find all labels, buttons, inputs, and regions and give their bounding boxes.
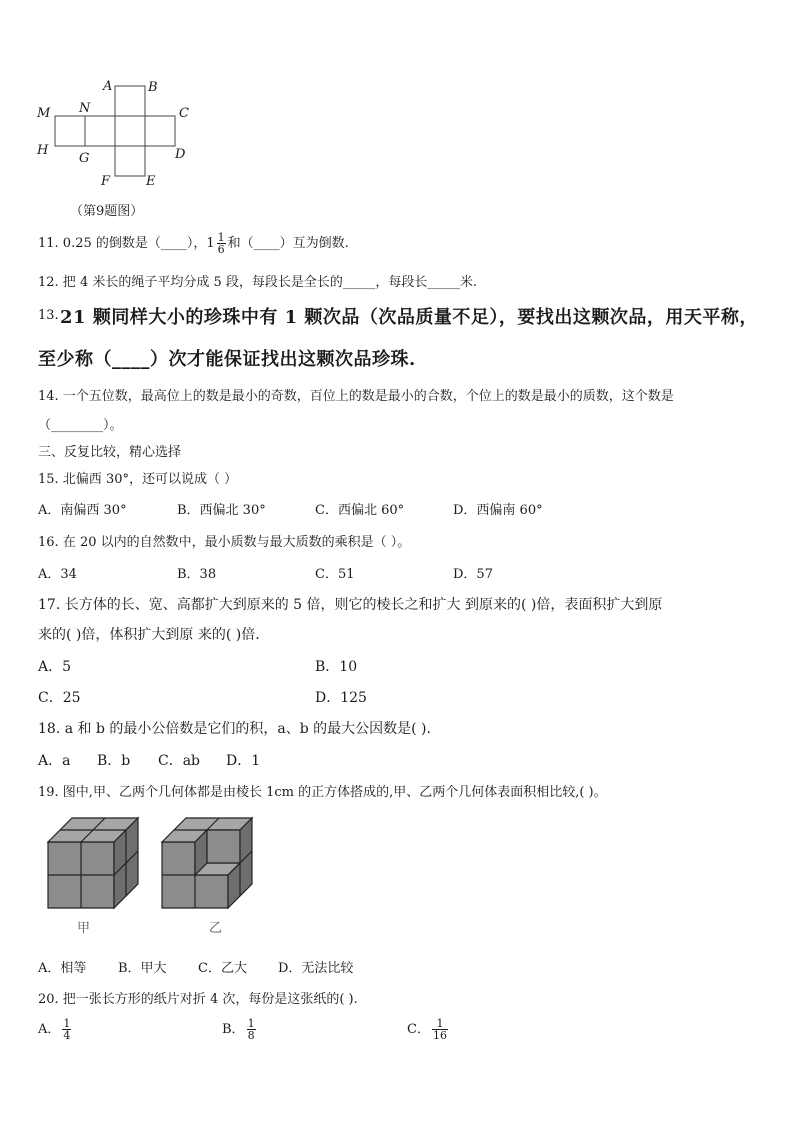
q20-option-c-letter: C． (407, 1022, 430, 1037)
label-f: F (101, 174, 111, 189)
q20-option-b[interactable] (222, 1018, 258, 1041)
q11-suffix: 和（____）互为倒数. (227, 236, 349, 251)
label-g: G (79, 151, 90, 166)
q13-line-2: 至少称（____）次才能保证找出这颗次品珍珠. (38, 349, 416, 370)
q13-line-1: 21 颗同样大小的珍珠中有 1 颗次品（次品质量不足），要找出这颗次品，用天平称， (60, 307, 758, 328)
solid-yi-figure (156, 812, 266, 912)
q20-option-b-fraction (247, 1018, 256, 1041)
q11-frac-num: 1 (217, 231, 225, 244)
question-11 (38, 232, 349, 255)
q20-a-den: 4 (63, 1029, 71, 1042)
label-yi: 乙 (209, 921, 223, 936)
q17-option-b[interactable]: B．10 (315, 659, 358, 675)
q20-option-a-fraction (62, 1018, 71, 1041)
q13-number: 13. (38, 308, 59, 323)
q17-line-2: 来的( )倍，体积扩大到原 来的( )倍. (38, 627, 260, 643)
label-n: N (79, 101, 91, 116)
q17-option-a[interactable]: A．5 (38, 659, 72, 675)
q20-c-den: 16 (432, 1029, 447, 1042)
q17-option-c[interactable]: C．25 (38, 690, 81, 706)
q19-option-b[interactable]: B．甲大 (118, 961, 167, 976)
q17-line-1: 17. 长方体的长、宽、高都扩大到原来的 5 倍，则它的棱长之和扩大 到原来的( )倍，表面积扩大到原 (38, 597, 663, 613)
q19-option-d[interactable]: D．无法比较 (278, 961, 354, 976)
q14-line-2: （________）。 (38, 418, 123, 433)
q20-option-c-fraction (432, 1018, 448, 1041)
q18-option-b[interactable]: B．b (97, 753, 131, 769)
q20-c-num: 1 (432, 1018, 448, 1030)
q20-option-a-letter: A． (38, 1022, 61, 1037)
q20-option-c[interactable] (407, 1018, 450, 1041)
q20-option-b-letter: B． (222, 1022, 245, 1037)
q11-prefix: 11. 0.25 的倒数是（____），1 (38, 236, 215, 251)
q20-b-den: 8 (247, 1029, 255, 1042)
solid-jia-figure (42, 812, 152, 912)
q18-option-d[interactable]: D．1 (226, 753, 261, 769)
q20-option-a[interactable] (38, 1018, 73, 1041)
label-c: C (179, 106, 189, 121)
q11-frac-den: 6 (217, 243, 225, 256)
q15-text: 15. 北偏西 30°，还可以说成（ ） (38, 472, 238, 487)
label-b: B (148, 80, 158, 95)
q17-option-d[interactable]: D．125 (315, 690, 367, 706)
label-e: E (146, 174, 156, 189)
q11-fraction (217, 232, 226, 255)
figure-9-caption: （第9题图） (70, 204, 144, 219)
q19-option-a[interactable]: A．相等 (38, 961, 87, 976)
label-h: H (37, 143, 49, 158)
q16-option-d[interactable]: D．57 (453, 567, 493, 582)
q18-option-a[interactable]: A．a (38, 753, 71, 769)
label-d: D (175, 147, 186, 162)
q20-a-num: 1 (63, 1017, 71, 1030)
q15-option-d[interactable]: D．西偏南 60° (453, 503, 543, 518)
q20-text: 20. 把一张长方形的纸片对折 4 次，每份是这张纸的( ). (38, 992, 358, 1007)
q18-text: 18. a 和 b 的最小公倍数是它们的积，a、b 的最大公因数是( ). (38, 721, 431, 737)
section-3-title: 三、反复比较，精心选择 (38, 445, 182, 460)
label-jia: 甲 (77, 921, 91, 936)
net-diagram (40, 80, 200, 190)
label-a: A (103, 79, 113, 94)
q15-option-c[interactable]: C．西偏北 60° (315, 503, 405, 518)
q16-option-b[interactable]: B．38 (177, 567, 217, 582)
q14-line-1: 14. 一个五位数，最高位上的数是最小的奇数，百位上的数是最小的合数，个位上的数是最小的质数，这个数是 (38, 389, 674, 404)
q19-text: 19. 图中,甲、乙两个几何体都是由棱长 1cm 的正方体搭成的,甲、乙两个几何体表面积相比较,( )。 (38, 785, 607, 800)
question-12: 12. 把 4 米长的绳子平均分成 5 段，每段长是全长的_____，每段长_____米. (38, 275, 478, 290)
q16-option-a[interactable]: A．34 (38, 567, 77, 582)
q16-text: 16. 在 20 以内的自然数中，最小质数与最大质数的乘积是（ ）。 (38, 535, 411, 550)
q15-option-b[interactable]: B．西偏北 30° (177, 503, 266, 518)
q20-b-num: 1 (247, 1017, 255, 1030)
q15-option-a[interactable]: A．南偏西 30° (38, 503, 127, 518)
label-m: M (37, 106, 51, 121)
q16-option-c[interactable]: C．51 (315, 567, 355, 582)
q19-option-c[interactable]: C．乙大 (198, 961, 247, 976)
q18-option-c[interactable]: C．ab (158, 753, 201, 769)
